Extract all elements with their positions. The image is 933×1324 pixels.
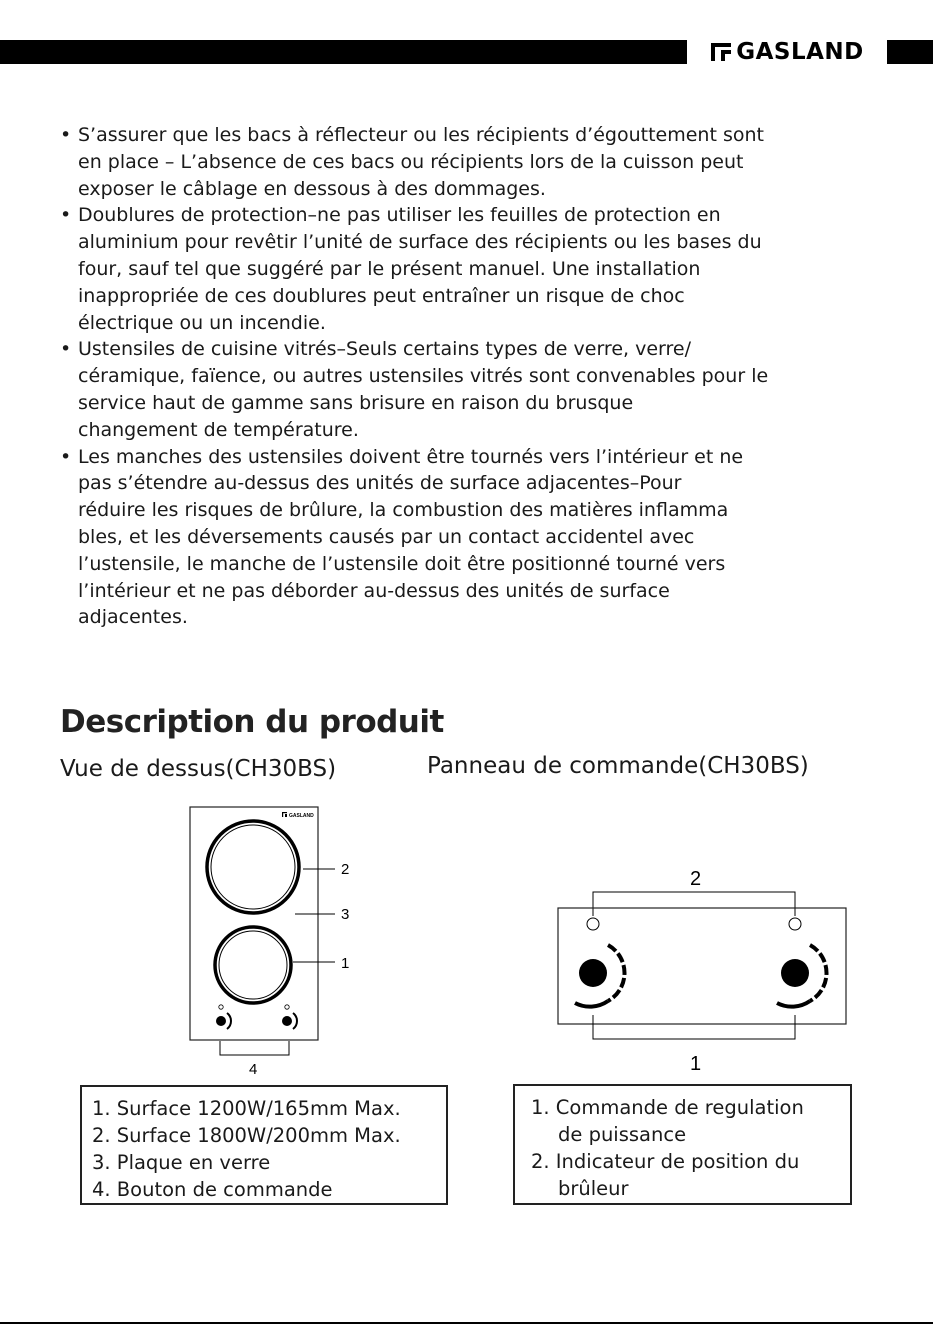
mini-logo-icon	[282, 812, 287, 817]
legend-item: 3. Plaque en verre	[92, 1151, 271, 1174]
legend-item: 1. Commande de regulation	[531, 1096, 804, 1119]
callout-3: 3	[341, 906, 350, 923]
callout-4: 4	[249, 1061, 258, 1078]
control-panel-diagram	[553, 863, 853, 1078]
safety-warnings-list	[60, 122, 900, 631]
gasland-logo-icon	[710, 41, 732, 63]
warning-item: • Les manches des ustensiles doivent être tournés vers l’intérieur et ne pas s’étendre au-dessus des unités de surface adjacentes–Pour réduire les risques de brûlure, la combustion des matières inflamma bles, et les déversements causés par un contact accidentel avec l’ustensile, le manche de l’ustensile doit être positionné tourné vers l’intérieur et ne pas déborder au-dessus des unités de surface adjacentes.	[60, 444, 900, 632]
control-panel-legend	[513, 1084, 852, 1205]
left-control-knob-icon	[216, 1005, 231, 1029]
brand-logo	[687, 36, 887, 68]
callout-1: 1	[341, 955, 350, 972]
brand-name: GASLAND	[736, 39, 864, 65]
large-burner	[207, 821, 299, 913]
top-view-legend	[80, 1085, 448, 1205]
warning-item: • Doublures de protection–ne pas utiliser les feuilles de protection en aluminium pour revêtir l’unité de surface des récipients ou les bases du four, sauf tel que suggéré par le présent manuel. Une installation inappropriée de ces doublures peut entraîner un risque de choc électrique ou un incendie.	[60, 202, 900, 336]
left-power-knob-icon	[575, 945, 625, 1007]
panel-callout-2: 2	[690, 868, 702, 890]
right-control-knob-icon	[282, 1005, 297, 1029]
left-position-indicator-icon	[587, 918, 599, 930]
legend-item: 1. Surface 1200W/165mm Max.	[92, 1097, 401, 1120]
right-position-indicator-icon	[789, 918, 801, 930]
legend-item: brûleur	[558, 1177, 629, 1200]
warning-item: • S’assurer que les bacs à réflecteur ou les récipients d’égouttement sont en place – L’absence de ces bacs ou récipients lors de la cuisson peut exposer le câblage en dessous à des dommages.	[60, 122, 900, 202]
legend-item: 2. Indicateur de position du	[531, 1150, 800, 1173]
glass-plate	[190, 807, 318, 1040]
mini-brand: GASLAND	[289, 813, 314, 819]
small-burner	[215, 927, 291, 1003]
right-power-knob-icon	[777, 945, 827, 1007]
legend-item: 4. Bouton de commande	[92, 1178, 333, 1201]
legend-item: 2. Surface 1800W/200mm Max.	[92, 1124, 401, 1147]
cooktop-top-view-diagram	[185, 800, 365, 1085]
legend-item: de puissance	[558, 1123, 687, 1146]
section-title: Description du produit	[60, 704, 444, 740]
top-view-label: Vue de dessus(CH30BS)	[60, 756, 337, 782]
control-panel-label: Panneau de commande(CH30BS)	[427, 753, 809, 779]
warning-item: • Ustensiles de cuisine vitrés–Seuls certains types de verre, verre/ céramique, faïence, ou autres ustensiles vitrés sont convenables pour le service haut de gamme sans brisure en raison du brusque changement de température.	[60, 336, 900, 443]
panel-callout-1: 1	[690, 1053, 702, 1075]
callout-2: 2	[341, 861, 350, 878]
